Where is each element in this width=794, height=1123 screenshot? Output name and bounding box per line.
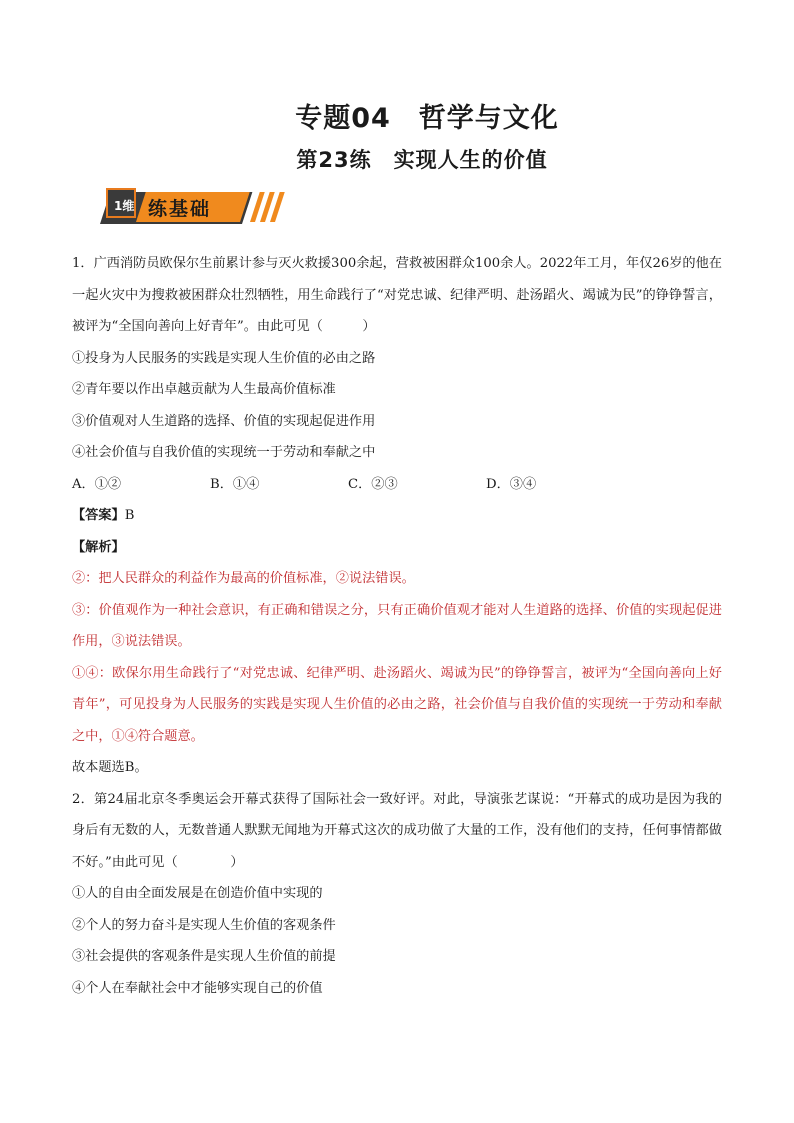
question-1-statement: ②青年要以作出卓越贡献为人生最高价值标准 [72, 382, 336, 397]
page-title: 专题04 哲学与文化 [295, 103, 559, 134]
content [72, 248, 722, 1004]
analysis-paragraph: ①④：欧保尔用生命践行了“对党忠诚、纪律严明、赴汤蹈火、竭诚为民”的铮铮誓言，被评为“全国向善向上好青年”，可见投身为人民服务的实践是实现人生价值的必由之路，社会价值与自我价值的实现统一于劳动和奉献之中，①④符合题意。 [72, 665, 722, 744]
option-d: D．③④ [486, 476, 537, 492]
question-1-statement: ①投身为人民服务的实践是实现人生价值的必由之路 [72, 350, 376, 366]
answer-value: B [124, 508, 135, 523]
option-b: B．①④ [210, 476, 260, 492]
section-banner [100, 188, 290, 228]
question-1-statement: ④社会价值与自我价值的实现统一于劳动和奉献之中 [72, 445, 376, 460]
page-subtitle: 第23练 实现人生的价值 [296, 148, 548, 172]
question-2-text: 2．第24届北京冬季奥运会开幕式获得了国际社会一致好评。对此，导演张艺谋说：“开幕式的成功是因为我的身后有无数的人，无数普通人默默无闻地为开幕式这次的成功做了大量的工作，没有他们的支持，任何事情都做不好。”由此可见（ ） [72, 791, 722, 870]
answer-label: 【答案】 [72, 508, 125, 523]
analysis-label: 【解析】 [72, 539, 125, 555]
analysis-paragraph: ②：把人民群众的利益作为最高的价值标准，②说法错误。 [72, 571, 415, 586]
option-a: A．①② [72, 476, 122, 492]
question-2-statement: ④个人在奉献社会中才能够实现自己的价值 [72, 980, 323, 996]
question-2-statement: ②个人的努力奋斗是实现人生价值的客观条件 [72, 917, 336, 933]
answer-line [72, 500, 722, 532]
question-1-text: 1．广西消防员欧保尔生前累计参与灭火救援300余起，营救被困群众100余人。2022年工月，年仅26岁的他在一起火灾中为搜救被困群众壮烈牺牲，用生命践行了“对党忠诚、纪律严明、赴汤蹈火、竭诚为民”的铮铮誓言，被评为“全国向善向上好青年”。由此可见（ ） [72, 256, 722, 334]
question-2-statement: ①人的自由全面发展是在创造价值中实现的 [72, 886, 323, 901]
banner-level: 1维 [114, 199, 135, 213]
conclusion: 故本题选B。 [72, 760, 148, 775]
question-2-statement: ③社会提供的客观条件是实现人生价值的前提 [72, 949, 336, 964]
analysis-paragraph: ③：价值观作为一种社会意识，有正确和错误之分，只有正确价值观才能对人生道路的选择、价值的实现起促进作用，③说法错误。 [72, 602, 722, 649]
banner-label: 练基础 [148, 198, 212, 220]
question-1-statement: ③价值观对人生道路的选择、价值的实现起促进作用 [72, 413, 376, 429]
question-1-options [72, 469, 722, 501]
option-c: C．②③ [348, 476, 398, 492]
